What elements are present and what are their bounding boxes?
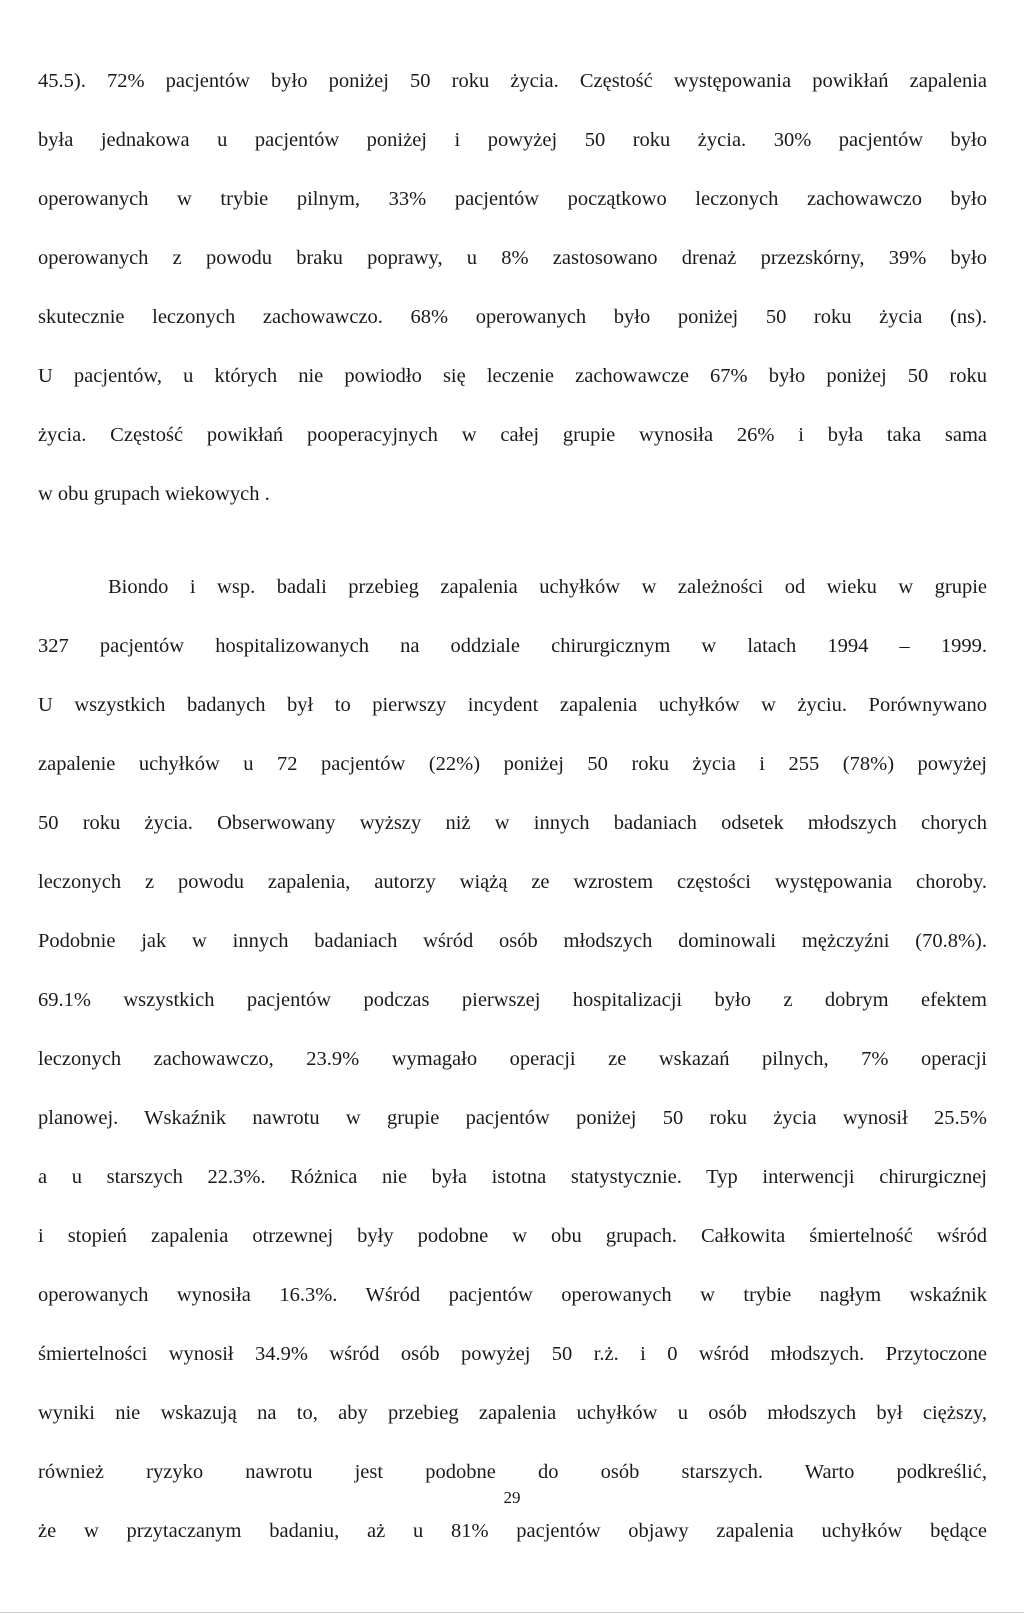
text-line: życia. Częstość powikłań pooperacyjnych w całej grupie wynosiła 26% i była taka sama — [38, 424, 987, 446]
text-line: leczonych zachowawczo, 23.9% wymagało operacji ze wskazań pilnych, 7% operacji — [38, 1048, 987, 1070]
text-line: skutecznie leczonych zachowawczo. 68% operowanych było poniżej 50 roku życia (ns). — [38, 306, 987, 328]
text-line: U pacjentów, u których nie powiodło się leczenie zachowawcze 67% było poniżej 50 roku — [38, 365, 987, 387]
text-line: operowanych z powodu braku poprawy, u 8% zastosowano drenaż przezskórny, 39% było — [38, 247, 987, 269]
bottom-rule — [0, 1612, 1024, 1613]
text-line: operowanych w trybie pilnym, 33% pacjentów początkowo leczonych zachowawczo było — [38, 188, 987, 210]
text-line: 50 roku życia. Obserwowany wyższy niż w innych badaniach odsetek młodszych chorych — [38, 812, 987, 834]
text-line: zapalenie uchyłków u 72 pacjentów (22%) poniżej 50 roku życia i 255 (78%) powyżej — [38, 753, 987, 775]
text-line: i stopień zapalenia otrzewnej były podobne w obu grupach. Całkowita śmiertelność wśród — [38, 1225, 987, 1247]
text-line: leczonych z powodu zapalenia, autorzy wiążą ze wzrostem częstości występowania choroby. — [38, 871, 987, 893]
text-line: 69.1% wszystkich pacjentów podczas pierwszej hospitalizacji było z dobrym efektem — [38, 989, 987, 1011]
text-line: śmiertelności wynosił 34.9% wśród osób powyżej 50 r.ż. i 0 wśród młodszych. Przytoczone — [38, 1343, 987, 1365]
text-line-paragraph-start: Biondo i wsp. badali przebieg zapalenia uchyłków w zależności od wieku w grupie — [108, 576, 987, 598]
document-body — [38, 52, 987, 1561]
text-line: operowanych wynosiła 16.3%. Wśród pacjentów operowanych w trybie nagłym wskaźnik — [38, 1284, 987, 1306]
text-line: że w przytaczanym badaniu, aż u 81% pacjentów objawy zapalenia uchyłków będące — [38, 1520, 987, 1542]
page-number: 29 — [503, 1488, 521, 1507]
text-line: również ryzyko nawrotu jest podobne do osób starszych. Warto podkreślić, — [38, 1461, 987, 1483]
text-line: U wszystkich badanych był to pierwszy incydent zapalenia uchyłków w życiu. Porównywano — [38, 694, 987, 716]
text-line: a u starszych 22.3%. Różnica nie była istotna statystycznie. Typ interwencji chirurgicznej — [38, 1166, 987, 1188]
text-line: wyniki nie wskazują na to, aby przebieg zapalenia uchyłków u osób młodszych był cięższy, — [38, 1402, 987, 1424]
text-line: była jednakowa u pacjentów poniżej i powyżej 50 roku życia. 30% pacjentów było — [38, 129, 987, 151]
text-line: planowej. Wskaźnik nawrotu w grupie pacjentów poniżej 50 roku życia wynosił 25.5% — [38, 1107, 987, 1129]
text-line: Podobnie jak w innych badaniach wśród osób młodszych dominowali mężczyźni (70.8%). — [38, 930, 987, 952]
text-line: 327 pacjentów hospitalizowanych na oddziale chirurgicznym w latach 1994 – 1999. — [38, 635, 987, 657]
paragraph-gap — [38, 524, 987, 558]
text-line: w obu grupach wiekowych . — [38, 483, 270, 505]
text-line: 45.5). 72% pacjentów było poniżej 50 roku życia. Częstość występowania powikłań zapalenia — [38, 70, 987, 92]
